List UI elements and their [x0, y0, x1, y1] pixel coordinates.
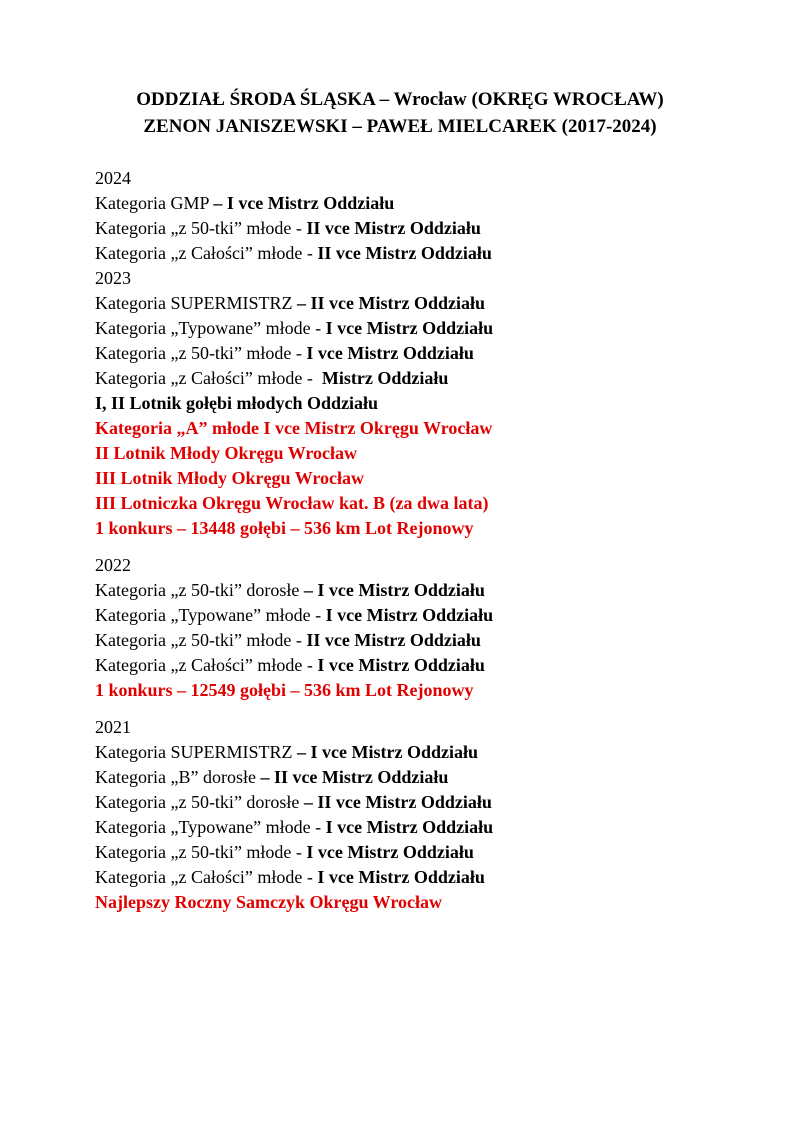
achievement-line	[95, 241, 705, 266]
text-segment: I vce Mistrz Oddziału	[317, 655, 485, 675]
text-segment: – I vce Mistrz Oddziału	[297, 742, 478, 762]
achievement-line	[95, 191, 705, 216]
document-title	[95, 86, 705, 140]
achievement-line	[95, 765, 705, 790]
achievement-line	[95, 341, 705, 366]
text-segment: Kategoria „z 50-tki” młode -	[95, 630, 307, 650]
document-body	[95, 166, 705, 915]
text-segment: Kategoria SUPERMISTRZ	[95, 293, 297, 313]
text-segment: Kategoria „z 50-tki” młode -	[95, 218, 307, 238]
text-segment: Kategoria „B” dorosłe	[95, 767, 261, 787]
text-segment: Kategoria „Typowane” młode -	[95, 318, 326, 338]
achievement-line	[95, 316, 705, 341]
achievement-line	[95, 628, 705, 653]
text-segment: Kategoria „A” młode I vce Mistrz Okręgu Wrocław	[95, 418, 493, 438]
achievement-line	[95, 815, 705, 840]
year-heading: 2021	[95, 717, 131, 737]
year-section-2021	[95, 715, 705, 915]
achievement-line	[95, 790, 705, 815]
text-segment: I vce Mistrz Oddziału	[325, 318, 494, 338]
text-segment: Kategoria „z Całości” młode -	[95, 655, 318, 675]
text-segment: Kategoria „Typowane” młode -	[95, 605, 326, 625]
achievement-line	[95, 466, 705, 491]
title-line-2: ZENON JANISZEWSKI – PAWEŁ MIELCAREK (2017-2024)	[143, 116, 657, 137]
achievement-line	[95, 603, 705, 628]
text-segment: I vce Mistrz Oddziału	[325, 605, 494, 625]
achievement-line	[95, 678, 705, 703]
text-segment: Kategoria „z 50-tki” młode -	[95, 842, 307, 862]
text-segment: II vce Mistrz Oddziału	[306, 218, 481, 238]
year-heading: 2023	[95, 268, 131, 288]
text-segment: II Lotnik Młody Okręgu Wrocław	[95, 443, 358, 463]
text-segment: I vce Mistrz Oddziału	[306, 343, 474, 363]
text-segment: 1 konkurs – 13448 gołębi – 536 km Lot Rejonowy	[95, 518, 474, 538]
text-segment: I vce Mistrz Oddziału	[306, 842, 474, 862]
text-segment: III Lotniczka Okręgu Wrocław kat. B (za dwa lata)	[95, 493, 489, 513]
achievement-line	[95, 890, 705, 915]
text-segment: I vce Mistrz Oddziału	[317, 867, 485, 887]
achievement-line	[95, 740, 705, 765]
text-segment: Kategoria „z Całości” młode -	[95, 243, 318, 263]
text-segment: 1 konkurs – 12549 gołębi – 536 km Lot Rejonowy	[95, 680, 474, 700]
achievement-line	[95, 216, 705, 241]
text-segment: I, II Lotnik gołębi młodych Oddziału	[95, 393, 379, 413]
year-heading: 2022	[95, 555, 131, 575]
text-segment: – I vce Mistrz Oddziału	[303, 580, 485, 600]
achievement-line	[95, 416, 705, 441]
achievement-line	[95, 516, 705, 541]
achievement-line	[95, 391, 705, 416]
text-segment: II vce Mistrz Oddziału	[306, 630, 481, 650]
text-segment: Kategoria „z Całości” młode -	[95, 368, 318, 388]
year-heading: 2024	[95, 168, 131, 188]
achievement-line	[95, 441, 705, 466]
year-section-2024	[95, 166, 705, 266]
text-segment: Kategoria „z 50-tki” dorosłe	[95, 580, 304, 600]
text-segment: Kategoria SUPERMISTRZ	[95, 742, 297, 762]
text-segment: Kategoria „z 50-tki” dorosłe	[95, 792, 304, 812]
text-segment: Kategoria „z Całości” młode -	[95, 867, 318, 887]
text-segment: III Lotnik Młody Okręgu Wrocław	[95, 468, 365, 488]
achievement-line	[95, 653, 705, 678]
title-line-1: ODDZIAŁ ŚRODA ŚLĄSKA – Wrocław (OKRĘG WROCŁAW)	[136, 89, 664, 110]
text-segment: Mistrz Oddziału	[317, 368, 449, 388]
text-segment: I vce Mistrz Oddziału	[325, 817, 494, 837]
text-segment: – II vce Mistrz Oddziału	[260, 767, 449, 787]
achievement-line	[95, 865, 705, 890]
achievement-line	[95, 840, 705, 865]
year-section-2023	[95, 266, 705, 541]
text-segment: Kategoria „Typowane” młode -	[95, 817, 326, 837]
text-segment: Kategoria GMP	[95, 193, 214, 213]
text-segment: – I vce Mistrz Oddziału	[213, 193, 395, 213]
text-segment: Kategoria „z 50-tki” młode -	[95, 343, 307, 363]
achievement-line	[95, 291, 705, 316]
achievement-line	[95, 366, 705, 391]
text-segment: – II vce Mistrz Oddziału	[303, 792, 492, 812]
achievement-line	[95, 491, 705, 516]
text-segment: II vce Mistrz Oddziału	[317, 243, 492, 263]
text-segment: Najlepszy Roczny Samczyk Okręgu Wrocław	[95, 892, 442, 912]
text-segment: – II vce Mistrz Oddziału	[297, 293, 485, 313]
year-section-2022	[95, 553, 705, 703]
achievement-line	[95, 578, 705, 603]
